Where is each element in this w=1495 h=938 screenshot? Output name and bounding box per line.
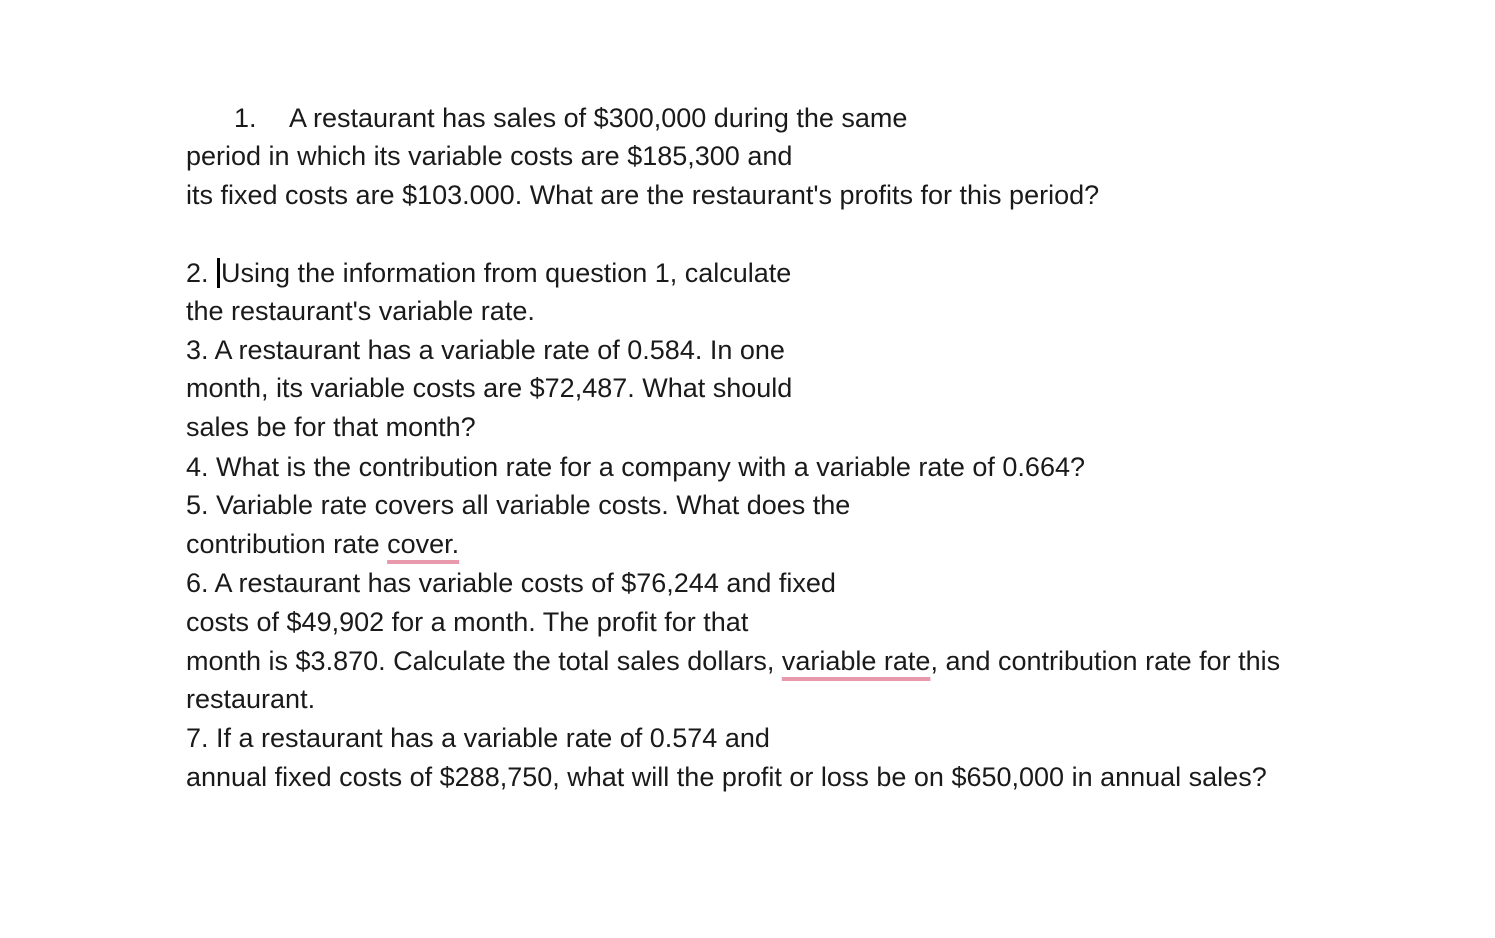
question-5-line-2: [186, 528, 459, 560]
question-7-line-1: 7. If a restaurant has a variable rate of 0.574 and: [186, 723, 770, 753]
question-1-line-1: [234, 102, 907, 134]
question-6-text-3b: , and contribution rate for this: [930, 646, 1281, 676]
list-number-1: 1.: [234, 103, 257, 133]
question-7-line-2: annual fixed costs of $288,750, what will the profit or loss be on $650,000 in annual sales?: [186, 762, 1267, 792]
question-5-text-2: contribution rate: [186, 529, 388, 559]
text-cursor: [217, 258, 220, 288]
question-6-text-3a: month is $3.870. Calculate the total sales dollars,: [186, 646, 782, 676]
question-1-line-2: period in which its variable costs are $185,300 and: [186, 141, 793, 171]
question-6-line-3: [186, 645, 1280, 677]
question-2-line-2: the restaurant's variable rate.: [186, 296, 535, 326]
question-3-line-1: 3. A restaurant has a variable rate of 0.584. In one: [186, 335, 785, 365]
question-5-line-1: 5. Variable rate covers all variable costs. What does the: [186, 490, 851, 520]
question-1-text-1: A restaurant has sales of $300,000 during the same: [289, 103, 908, 133]
question-3-line-2: month, its variable costs are $72,487. What should: [186, 373, 793, 403]
spellcheck-flagged-word[interactable]: cover.: [387, 529, 460, 559]
question-3-line-3: sales be for that month?: [186, 412, 476, 442]
question-4-line-1: 4. What is the contribution rate for a company with a variable rate of 0.664?: [186, 452, 1085, 482]
spellcheck-flagged-phrase[interactable]: variable rate: [781, 646, 931, 676]
question-2-line-1: [186, 257, 791, 289]
question-2-text-1: Using the information from question 1, calculate: [221, 258, 792, 288]
question-2-prefix: 2.: [186, 258, 217, 288]
question-6-line-2: costs of $49,902 for a month. The profit for that: [186, 607, 749, 637]
question-6-line-4: restaurant.: [186, 684, 316, 714]
question-6-line-1: 6. A restaurant has variable costs of $76,244 and fixed: [186, 568, 836, 598]
question-1-line-3: its fixed costs are $103.000. What are the restaurant's profits for this period?: [186, 180, 1100, 210]
